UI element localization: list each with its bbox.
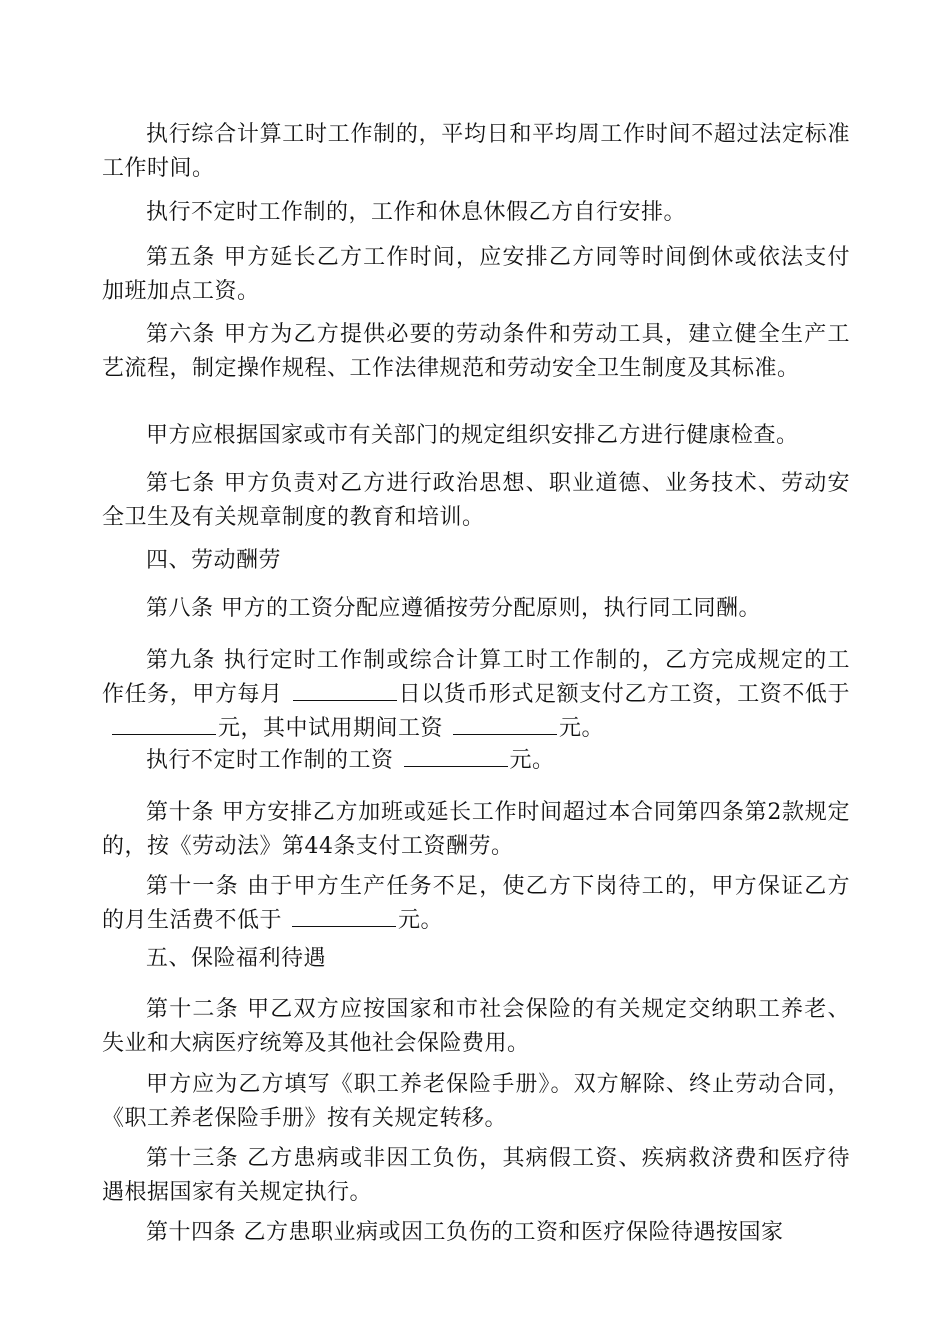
article-11-text-1: 第十一条 由于甲方生产任务不足，使乙方下岗待工的，甲方保证乙方的月生活费不低于 <box>102 874 850 933</box>
article-9-text-4: 元。 <box>559 716 605 741</box>
living-allowance-blank[interactable] <box>292 904 396 927</box>
section-heading-insurance: 五、保险福利待遇 <box>146 946 327 971</box>
article-11-text-2: 元。 <box>398 908 444 933</box>
flexible-wage-text-2: 元。 <box>509 748 555 773</box>
paragraph-article-9 <box>102 644 850 746</box>
paragraph-article-11 <box>102 870 850 938</box>
probation-wage-blank[interactable] <box>453 712 557 735</box>
paragraph-pension-handbook: 甲方应为乙方填写《职工养老保险手册》。双方解除、终止劳动合同，《职工养老保险手册》按有关规定转移。 <box>102 1072 850 1131</box>
flexible-wage-blank[interactable] <box>404 744 508 767</box>
section-heading-remuneration: 四、劳动酬劳 <box>146 548 282 573</box>
paragraph-flexible-hours: 执行不定时工作制的，工作和休息休假乙方自行安排。 <box>146 200 687 225</box>
paragraph-article-13: 第十三条 乙方患病或非因工负伤，其病假工资、疾病救济费和医疗待遇根据国家有关规定执行。 <box>102 1146 850 1205</box>
paragraph-flexible-wage <box>102 744 850 778</box>
article-9-text-2: 日以货币形式足额支付乙方工资，工资不低于 <box>398 682 850 707</box>
paragraph-article-5: 第五条 甲方延长乙方工作时间，应安排乙方同等时间倒休或依法支付加班加点工资。 <box>102 245 850 304</box>
paragraph-article-6: 第六条 甲方为乙方提供必要的劳动条件和劳动工具，建立健全生产工艺流程，制定操作规程、工作法律规范和劳动安全卫生制度及其标准。 <box>102 322 850 381</box>
paragraph-standard-hours: 执行综合计算工时工作制的，平均日和平均周工作时间不超过法定标准工作时间。 <box>102 122 850 181</box>
article-9-text-3: 元，其中试用期间工资 <box>218 716 444 741</box>
paragraph-article-7: 第七条 甲方负责对乙方进行政治思想、职业道德、业务技术、劳动安全卫生及有关规章制度的教育和培训。 <box>102 471 850 530</box>
minimum-wage-blank[interactable] <box>112 712 216 735</box>
flexible-wage-text-1: 执行不定时工作制的工资 <box>146 748 394 773</box>
article-9-text-1: 第九条 执行定时工作制或综合计算工时工作制的，乙方完成规定的工作任务，甲方每月 <box>102 648 850 707</box>
pay-day-blank[interactable] <box>293 678 397 701</box>
paragraph-health-check: 甲方应根据国家或市有关部门的规定组织安排乙方进行健康检查。 <box>146 423 799 448</box>
paragraph-article-14: 第十四条 乙方患职业病或因工负伤的工资和医疗保险待遇按国家 <box>146 1220 784 1245</box>
paragraph-article-8: 第八条 甲方的工资分配应遵循按劳分配原则，执行同工同酬。 <box>146 596 761 621</box>
paragraph-article-10: 第十条 甲方安排乙方加班或延长工作时间超过本合同第四条第2款规定的，按《劳动法》第44条支付工资酬劳。 <box>102 800 850 859</box>
paragraph-article-12: 第十二条 甲乙双方应按国家和市社会保险的有关规定交纳职工养老、失业和大病医疗统筹及其他社会保险费用。 <box>102 997 850 1056</box>
